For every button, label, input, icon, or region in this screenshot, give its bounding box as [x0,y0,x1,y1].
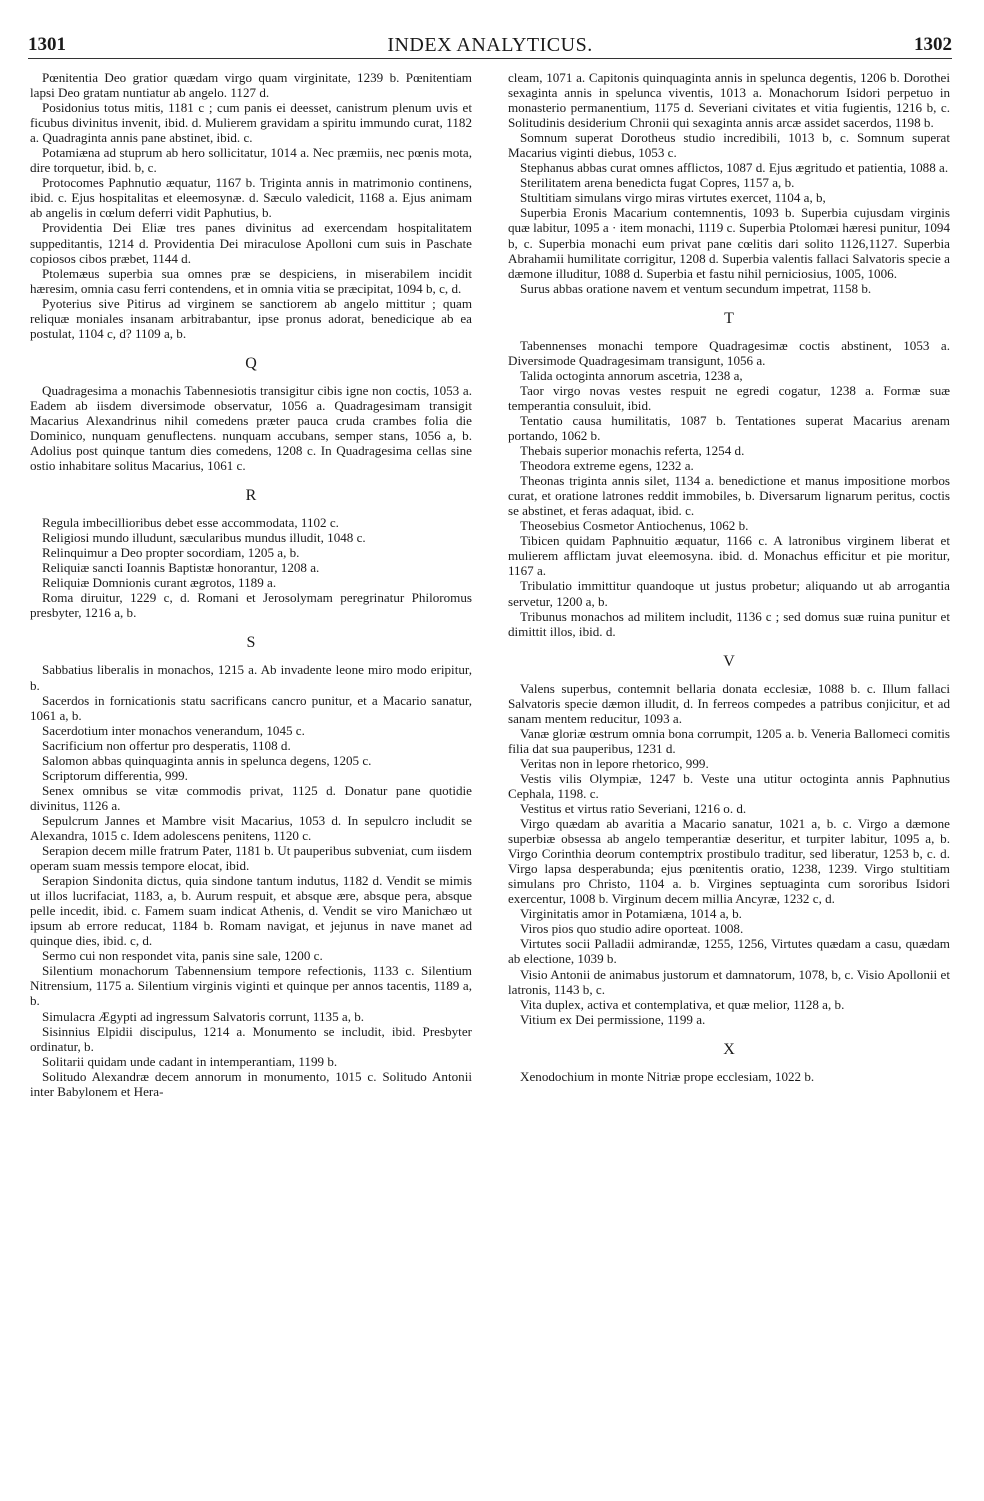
index-entry: Sermo cui non respondet vita, panis sine sale, 1200 c. [42,948,323,964]
index-entry: Stultitiam simulans virgo miras virtutes exercet, 1104 a, b, [520,190,826,206]
section-letter-t: T [724,309,734,327]
index-entry: Xenodochium in monte Nitriæ prope ecclesiam, 1022 b. [520,1068,815,1084]
index-entry: Providentia Dei Eliæ tres panes divinitus ad exercendam hospitalitatem suppeditantis, 1214 d. Providentia Dei miraculose Apolloni cum suis in Paschate copiosos cibos præbet, 1144 d. [30,220,472,266]
index-entry: Talida octoginta annorum ascetria, 1238 a, [520,367,743,383]
section-letter-x: X [723,1040,735,1058]
index-entry: Sisinnius Elpidii discipulus, 1214 a. Monumento se includit, ibid. Presbyter ordinatur, b. [30,1023,472,1054]
index-entry: Theonas triginta annis silet, 1134 a. benedictione et manus impositione morbos curat, et oratione latrones reddit immobiles, b. Diversarum lignarum peritus, coctis se abstinet, et feras adaquat, ibid. c. [508,473,950,519]
index-entry: Valens superbus, contemnit bellaria donata ecclesiæ, 1088 b. c. Illum fallaci Salvatoris specie dæmon illudit, d. In ferreos compedes a patribus conjicitur, et ad sanam mentem reducitur, 1093 a. [508,680,950,726]
index-entry: Vita duplex, activa et contemplativa, et quæ melior, 1128 a, b. [520,996,845,1012]
index-entry: Tibicen quidam Paphnuitio æquatur, 1166 c. A latronibus virginem liberat et mulierem afflictam juvat eleemosyna. ibid. d. Monachus efficitur et pie moritur, 1167 a. [508,533,950,579]
index-entry: Reliquiæ sancti Ioannis Baptistæ honorantur, 1208 a. [42,560,320,576]
index-entry: Religiosi mundo illudunt, sæcularibus mundus illudit, 1048 c. [42,530,366,546]
index-entry: Virtutes socii Palladii admirandæ, 1255, 1256, Virtutes quædam a casu, quædam ab electione, 1039 b. [508,936,950,967]
index-entry: Solitudo Alexandræ decem annorum in monumento, 1015 c. Solitudo Antonii inter Babylonem et Hera- [30,1068,472,1099]
index-entry: Pœnitentia Deo gratior quædam virgo quam virginitate, 1239 b. Pœnitentiam lapsi Deo gratam nuntiatur ab angelo. 1127 d. [30,70,472,101]
index-entry: Stephanus abbas curat omnes afflictos, 1087 d. Ejus ægritudo et patientia, 1088 a. [520,160,949,176]
index-entry: Serapion decem mille fratrum Pater, 1181 b. Ut pauperibus subveniat, cum iisdem operam suam messis tempore elocat, ibid. [30,843,472,874]
index-entry-continued: cleam, 1071 a. Capitonis quinquaginta annis in spelunca degentis, 1206 b. Dorothei sexaginta annis in spelunca viventis, 1013 a. Monachorum Isidori perpetuo in monasterio permanentium, 1175 d. Severiani civitates et vitia fugientis, 1216 b, c. Solitudinis desiderium Chronii qui sexaginta annis arcæ assidet sacerdos, 1198 b. [508,70,950,131]
index-entry: Protocomes Paphnutio æquatur, 1167 b. Triginta annis in matrimonio continens, ibid. c. Ejus hospitalitas et eleemosynæ. d. Sæculo valedicit, 1168 a. Ejus animam ab angelis in cœlum deferri vidit Paphutius, b. [30,175,472,221]
index-entry: Relinquimur a Deo propter socordiam, 1205 a, b. [42,545,300,561]
index-entry: Roma diruitur, 1229 c, d. Romani et Jerosolymam peregrinatur Philoromus presbyter, 1216 a, b. [30,590,472,621]
running-header [28,34,952,59]
index-entry: Vestitus et virtus ratio Severiani, 1216 o. d. [520,801,747,817]
page-number-right: 1302 [914,34,952,55]
r-section [30,515,472,620]
index-entry: Vitium ex Dei permissione, 1199 a. [520,1011,706,1027]
index-entry: Virginitatis amor in Potamiæna, 1014 a, b. [520,906,742,922]
right-column [508,70,950,1084]
index-entry: Visio Antonii de animabus justorum et damnatorum, 1078, b, c. Visio Apollonii et latronis, 1143 b, c. [508,966,950,997]
index-entry: Thebais superior monachis referta, 1254 d. [520,443,745,459]
index-entry: Tentatio causa humilitatis, 1087 b. Tentationes superat Macarius arenam portando, 1062 b. [508,412,950,443]
index-entry: Tribunus monachos ad militem includit, 1136 c ; sed domus suæ ruina punitur et dimittit illos, ibid. d. [508,608,950,639]
index-entry: Sacrificium non offertur pro desperatis, 1108 d. [42,737,291,753]
index-entry: Superbia Eronis Macarium contemnentis, 1093 b. Superbia cujusdam virginis quæ labitur, 1095 a · item monachi, 1119 c. Superbia Ptolomæi hæresi punitur, 1094 b, c. Superbia monachi eum privat pane cœlitis dari solito 1126,1127. Superbia Abrahamii humilitate corrigitur, 1208 d. Superbia valentis fallaci Salvatoris specie a dæmone illuditur, 1088 d. Superbia et fastu nihil perniciosius, 1005, 1006. [508,205,950,281]
index-entry: Sacerdotium inter monachos venerandum, 1045 c. [42,722,305,738]
index-entry: Sabbatius liberalis in monachos, 1215 a. Ab invadente leone miro modo eripitur, b. [30,662,472,693]
index-entry: Virgo quædam ab avaritia a Macario sanatur, 1021 a, b. c. Virgo a dæmone superbiæ obsessa ab angelo temperantiæ deseritur, et turpiter labitur, 1095 a, b. Virgo Corinthia deorum contemptrix prostibulo traditur, sed liberatur, 1253 b, c. d. Virgo lapsa desperabunda; ejus pœnitentis oratio, 1238, 1239. Virgo stultitiam simulans pro Christo, 1104 a. b. Virgines septuaginta cum sororibus Isidori exercentur, 1008 b. Virginum decem millia Ancyræ, 1232 c, d. [508,816,950,907]
section-letter-v: V [723,652,735,670]
index-entry: Sacerdos in fornicationis statu sacrificans cancro punitur, et a Macario sanatur, 1061 a, b. [30,692,472,723]
index-entry: Taor virgo novas vestes respuit ne egredi cogatur, 1238 a. Formæ suæ temperantia consuluit, ibid. [508,382,950,413]
index-entry: Tabennenses monachi tempore Quadragesimæ coctis abstinent, 1053 a. Diversimode Quadragesimam transigunt, 1056 a. [508,337,950,368]
index-entry: Theosebius Cosmetor Antiochenus, 1062 b. [520,518,749,534]
index-entry: Sterilitatem arena benedicta fugat Copres, 1157 a, b. [520,175,795,191]
index-entry: Sepulcrum Jannes et Mambre visit Macarius, 1053 d. In sepulcro includit se Alexandra, 1015 c. Idem adolescens penitens, 1120 c. [30,812,472,843]
index-entry: Posidonius totus mitis, 1181 c ; cum panis ei deesset, canistrum plenum uvis et ficubus divinitus invenit, ibid. d. Mulierem gravidam a spiritu immundo curat, 1182 a. Quadraginta annis pane abstinet, ibid. c. [30,100,472,146]
index-entry: Viros pios quo studio adire oporteat. 1008. [520,921,744,937]
index-entry: Ptolemæus superbia sua omnes præ se despiciens, in miserabilem incidit hæresim, omnia casu ferri contendens, et in omnia vitia se præcipitat, 1094 b, c, d. [30,265,472,296]
index-entry: Scriptorum differentia, 999. [42,767,188,783]
index-entry: Silentium monachorum Tabennensium tempore refectionis, 1133 c. Silentium Nitrensium, 1175 a. Silentium virginis viginti et quinque per annos tacentis, 1189 a, b. [30,963,472,1009]
x-section [508,1069,950,1084]
index-entry: Salomon abbas quinquaginta annis in spelunca degens, 1205 c. [42,752,372,768]
page-number-left: 1301 [28,34,66,55]
index-entry: Vestis vilis Olympiæ, 1247 b. Veste una utitur octoginta annis Paphnutius Cephala, 1198. c. [508,770,950,801]
v-section [508,681,950,1027]
s-section-continued [508,70,950,296]
index-entry: Pyoterius sive Pitirus ad virginem se sanctiorem ab angelo mittitur ; quam reliquæ moniales insanam arbitrabantur, ipse pronus adorat, benedicique ab ea postulat, 1104 c, d? 1109 a, b. [30,295,472,341]
index-entry: Regula imbecillioribus debet esse accommodata, 1102 c. [42,515,339,531]
p-section [30,70,472,341]
section-letter-s: S [246,634,256,652]
section-letter-q: Q [245,354,257,372]
index-entry: Vanæ gloriæ œstrum omnia bona corrumpit, 1205 a. b. Veneria Ballomeci comitis filia dat sua pauperibus, 1231 d. [508,725,950,756]
index-entry: Surus abbas oratione navem et ventum secundum impetrat, 1158 b. [520,280,872,296]
index-entry: Solitarii quidam unde cadant in intemperantiam, 1199 b. [42,1053,338,1069]
index-entry: Reliquiæ Domnionis curant ægrotos, 1189 a. [42,575,277,591]
index-entry: Tribulatio immittitur quandoque ut justus probetur; aliquando ut ab arrogantia servetur, 1200 a, b. [508,578,950,609]
index-entry: Quadragesima a monachis Tabennesiotis transigitur cibis igne non coctis, 1053 a. Eadem ab iisdem diversimode observatur, 1056 a. Quadragesimam transigit Macarius Alexandrinus nihil comedens præter pauca cruda crambes folia die Dominico, nunquam genuflectens. nunquam accubans, semper stans, 1056 a, b. Adolius post quinque tantum dies comedens, 1208 c. In Quadragesima cellas sine ostio inhabitare solitus Macarius, 1061 c. [30,382,472,474]
index-entry: Simulacra Ægypti ad ingressum Salvatoris corrunt, 1135 a, b. [42,1008,365,1024]
index-entry: Serapion Sindonita dictus, quia sindone tantum indutus, 1182 d. Vendit se mimis ut illos lucrifaciat, 1183, a, b. Aurum respuit, et absque ære, absque pera, absque pelle incedit, ibid. c. Famem suam indicat Athenis, d. Vendit se viro Manichæo ut ipsum ab errore reducat, 1184 b. Romam navigat, et jejunus in nave manet ad quinque dies, ibid. c, d. [30,873,472,949]
index-entry: Senex omnibus se vitæ commodis privat, 1125 d. Donatur pane quotidie divinitus, 1126 a. [30,782,472,813]
q-section [30,383,472,473]
s-section [30,662,472,1098]
index-entry: Theodora extreme egens, 1232 a. [520,458,694,474]
t-section [508,338,950,639]
section-letter-r: R [245,487,257,505]
page-title: INDEX ANALYTICUS. [387,34,593,56]
index-entry: Veritas non in lepore rhetorico, 999. [520,755,709,771]
left-column [30,70,472,1099]
index-entry: Potamiæna ad stuprum ab hero sollicitatur, 1014 a. Nec præmiis, nec pœnis mota, dire torquetur, ibid. b, c. [30,145,472,176]
index-entry: Somnum superat Dorotheus studio incredibili, 1013 b, c. Somnum superat Macarius viginti diebus, 1053 c. [508,130,950,161]
